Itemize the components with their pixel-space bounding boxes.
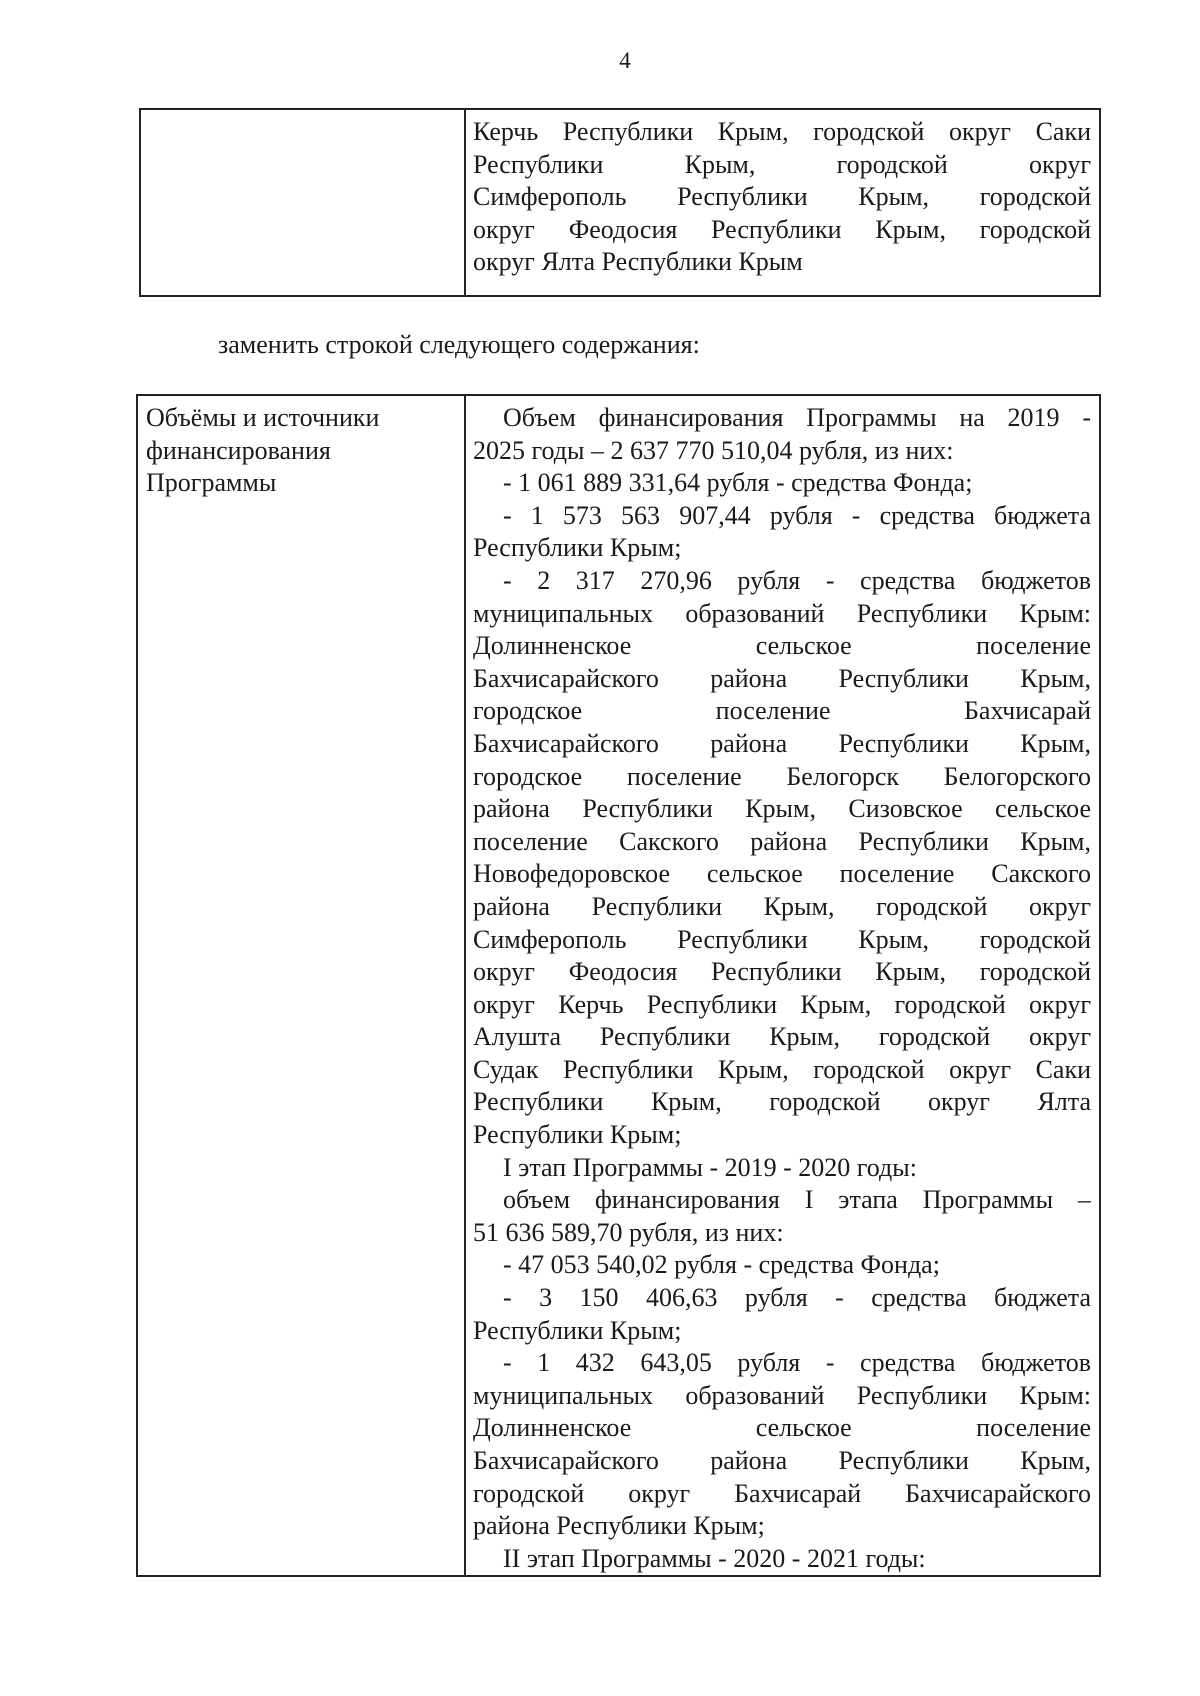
funding-table — [136, 394, 1101, 1577]
text-line: городской округ Бахчисарай Бахчисарайского — [473, 1478, 1091, 1508]
text-line: Долинненское сельское поселение — [473, 631, 1091, 661]
continued-table-right-cell — [465, 109, 1100, 296]
text-line: Республики Крым; — [473, 1315, 682, 1345]
text-line: 2025 годы – 2 637 770 510,04 рубля, из них: — [473, 435, 954, 465]
text-line: - 1 573 563 907,44 рубля - средства бюджета — [503, 500, 1091, 530]
text-line: района Республики Крым, Сизовское сельское — [473, 794, 1091, 824]
text-line: округ Феодосия Республики Крым, городской — [473, 957, 1091, 987]
text-line: Новофедоровское сельское поселение Сакского — [473, 859, 1091, 889]
continued-table-left-cell — [140, 109, 465, 296]
continued-table — [139, 108, 1101, 297]
text-line: Судак Республики Крым, городской округ Саки — [473, 1054, 1091, 1084]
text-line: II этап Программы - 2020 - 2021 годы: — [503, 1543, 926, 1573]
label-line: Объёмы и источники — [146, 403, 380, 432]
text-line: - 47 053 540,02 рубля - средства Фонда; — [503, 1250, 940, 1280]
text-line: Бахчисарайского района Республики Крым, — [473, 663, 1091, 693]
label-line: финансирования — [146, 435, 331, 465]
text-line: Бахчисарайского района Республики Крым, — [473, 728, 1091, 758]
text-line: Республики Крым; — [473, 1120, 682, 1150]
text-line: округ Керчь Республики Крым, городской округ — [473, 989, 1091, 1019]
text-line: Республики Крым; — [473, 533, 682, 563]
text-line: муниципальных образований Республики Крым: — [473, 1380, 1091, 1410]
text-line: Алушта Республики Крым, городской округ — [473, 1022, 1091, 1052]
text-line: городское поселение Белогорск Белогорского — [473, 761, 1091, 791]
text-line: Республики Крым, городской округ — [473, 149, 1091, 179]
replace-instruction: заменить строкой следующего содержания: — [218, 330, 700, 359]
text-line: Симферополь Республики Крым, городской — [473, 924, 1091, 954]
funding-label-cell — [137, 395, 465, 1576]
text-line: объем финансирования I этапа Программы – — [503, 1185, 1091, 1215]
text-line: Бахчисарайского района Республики Крым, — [473, 1446, 1091, 1475]
text-line: Долинненское сельское поселение — [473, 1413, 1091, 1443]
text-line: Керчь Республики Крым, городской округ Саки — [473, 117, 1091, 146]
page-number: 4 — [619, 48, 631, 73]
text-line: поселение Сакского района Республики Крым, — [473, 826, 1091, 856]
text-line: - 1 061 889 331,64 рубля - средства Фонда; — [503, 468, 973, 498]
text-line: округ Ялта Республики Крым — [473, 247, 803, 277]
text-line: района Республики Крым; — [473, 1511, 765, 1541]
funding-content-cell — [465, 395, 1100, 1576]
text-line: - 1 432 643,05 рубля - средства бюджетов — [503, 1348, 1091, 1378]
text-line: округ Феодосия Республики Крым, городской — [473, 214, 1091, 244]
text-line: муниципальных образований Республики Крым: — [473, 598, 1091, 628]
text-line: I этап Программы - 2019 - 2020 годы: — [503, 1152, 917, 1182]
text-line: Объем финансирования Программы на 2019 - — [503, 403, 1091, 432]
text-line: 51 636 589,70 рубля, из них: — [473, 1217, 784, 1247]
text-line: Республики Крым, городской округ Ялта — [473, 1087, 1091, 1117]
label-line: Программы — [146, 468, 277, 498]
text-line: - 2 317 270,96 рубля - средства бюджетов — [503, 565, 1091, 595]
text-line: - 3 150 406,63 рубля - средства бюджета — [503, 1283, 1091, 1313]
text-line: района Республики Крым, городской округ — [473, 891, 1091, 921]
text-line: Симферополь Республики Крым, городской — [473, 182, 1091, 212]
text-line: городское поселение Бахчисарай — [473, 696, 1091, 726]
